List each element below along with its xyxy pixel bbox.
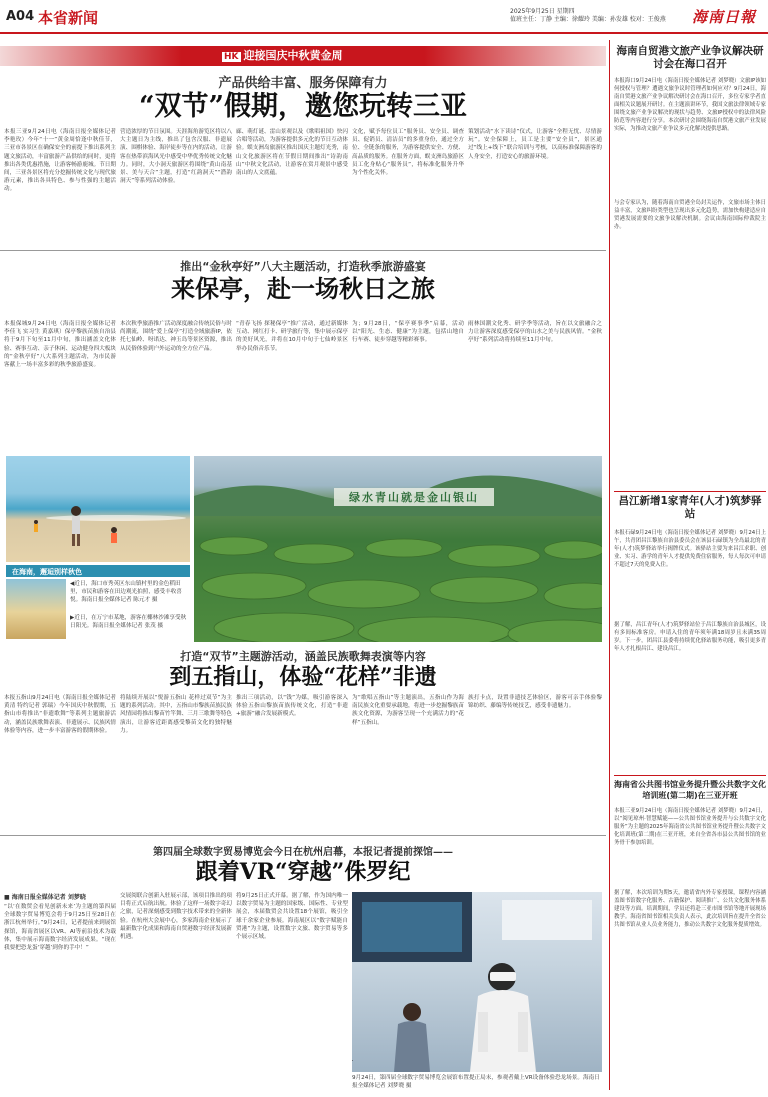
side1-body2: 与会专家认为，随着海南自贸港全岛封关运作，文旅市场主体日益丰富，文旅纠纷类型也呈现出多元化趋势，需加快构建适应自贸港发展需要的文旅争议解决机制。会议由海南国际仲裁院主办。 <box>614 200 766 230</box>
editors-line: 值班主任：丁静 主编：徐耀玲 美编：孙发雄 校对：王俊燕 <box>510 16 666 23</box>
photo-caption-1: ◀近日，海口市秀英区东山镇村里的金色稻田里，市民和游客在田边观光拍照，感受丰收喜悦。海南日报全媒体记者 陈元才 摄 <box>70 581 182 603</box>
side1-body: 本报海口9月24日电（海南日报全媒体记者 刘梦晓）文旅IP该如何授权与管理？遭遇文旅争议时管理者如何应对？9月24日，海南自贸港文旅产业争议解决研讨会在海口召开，多位专家学者直面相关议题展开研讨。在主题演讲环节，我国文旅法律领域专家围绕文旅产业争议解决的现状与趋势、文旅IP授权中的法律风险防范等内容进行分享。本次研讨会围绕海南自贸港文旅产业发展实际，为推动文旅产业争议多元化解决提供思路。 <box>614 78 766 132</box>
photo-caption-title: 在海南，邂逅别样秋色 <box>12 568 82 576</box>
banner-title <box>222 47 343 63</box>
story1-headline: “双节”假期，邀您玩转三亚 <box>138 91 468 122</box>
story3-headline: 到五指山，体验“花样”非遗 <box>169 664 437 690</box>
story3-col2: 将陆续开展以“悦游五指山 花样过双节”为主题的系列活动。其中，五指山市黎族苗族民族风情园将推出黎苗竹竿舞、三月三歌舞等特色演出，让游客近距离感受黎苗文化的独特魅力。 <box>120 695 232 734</box>
story3-col3: 推出三项活动，以“钱”为媒，吸引游客深入体验五指山黎族苗族传统文化，打造“非遗+旅游”融合发展新模式。 <box>236 695 348 718</box>
divider <box>0 835 606 836</box>
editor-meta <box>510 8 688 24</box>
banner-logo-icon: HK <box>224 52 239 62</box>
story1-byline <box>0 0 1 1</box>
story3-col5: 族打卡点，设置非遗技艺体验区，游客可亲手体验黎锦纺织、藤编等传统技艺，感受非遗魅力。 <box>468 695 602 710</box>
story2-col3: “青春飞扬 探秘保亭”推广活动，通过新媒体互动、网红打卡、研学旅行等，集中展示保亭的美好风光，并将在10月中旬于七仙岭景区举办民俗音乐节。 <box>236 321 348 352</box>
story2-col1: 本报保城9月24日电（海南日报全媒体记者 李佳飞 实习生 黄嘉琪）保亭黎族苗族自治县将于9月下旬至11月中旬，推出涵盖文化体验、赛事互动、亲子休闲、运动健身四大板块的“金秋亭好”八大系列主题活动，为市民游客献上一场丰富多彩的秋季旅游盛宴。 <box>4 321 116 369</box>
story2-kicker: 推出“金秋亭好”八大主题活动，打造秋季旅游盛宴 <box>180 260 426 273</box>
side-divider <box>614 491 766 492</box>
story4-col3: 将9月25日正式开幕。据了解，作为国内唯一以数字贸易为主题的国家级、国际性、专业型展会，本届数贸会共设置18个展馆，吸引全球千余家企业参展。海南展区以“数字赋能自贸港”为主题，设置数字文旅、数字贸易等多个展示区域。 <box>236 893 348 941</box>
side1-headline: 海南自贸港文旅产业争议解决研讨会在海口召开 <box>616 45 764 70</box>
story4-photo-caption: 9月24日，第四届全球数字贸易博览会展馆布置提正局末，参观者戴上VR设备体验恐龙场景。海南日报全媒体记者 刘梦晓 摄 <box>352 1075 600 1089</box>
story3-kicker: 打造“双节”主题游活动，涵盖民族歌舞表演等内容 <box>180 650 426 663</box>
story1-col5: 策划活动“水下读诗”仪式，让游客“全程无忧、尽情游玩”。安全保障上，员工是主要“安全员”，景区通过“线上+线下”联合培训与考核，以高标准保障游客的人身安全，打造安心的旅游环境。 <box>468 129 602 160</box>
story4-col4 <box>352 1060 353 1061</box>
story4-col1: “以‘在数贸会看见创新未来’为主题的第四届全球数字贸易博览会将于9月25日至28日在浙江杭州举行。”9月24日，记者提前来到展馆探馆，海南省展区以VR、AI等前沿技术为载体，集中展示海南数字经济发展成果。“现在我要把恐龙蛋‘穿越’到你的手中！” <box>4 904 116 952</box>
story2-headline: 来保亭，赴一场秋日之旅 <box>171 274 435 303</box>
page-header <box>0 0 768 34</box>
story4-byline: ■ 海南日报全媒体记者 刘梦晓 <box>4 894 86 901</box>
side3-body: 本报三亚9月24日电（海南日报全媒体记者 刘梦晓）9月24日，以“阅见琼州·智慧赋能——公共图书馆业务提升与公共数字文化服务”为主题的2025年海南省公共图书馆业务提升暨公共数字文化培训班(第二期)在三亚开班，来自全省各市县公共图书馆的业务骨干参加培训。 <box>614 808 766 846</box>
story2-col4: 为；9月28日，“保亭赛事季”启幕，活动以“阳光、生态、健康”为主题，包括山地自行车赛、徒步穿越等精彩赛事。 <box>352 321 464 344</box>
beach-photo <box>6 456 190 562</box>
column-divider <box>609 40 610 1090</box>
slogan-sign: 绿水青山就是金山银山 <box>349 491 479 504</box>
story4-headline: 跟着VR“穿越”侏罗纪 <box>195 859 411 885</box>
story1-col1: 本报三亚9月24日电（海南日报全媒体记者 李艳玫）今年“十一”黄金周恰逢中秋佳节，三亚市各景区在确保安全的前提下推出系列主题文旅活动，丰富旅游产品供给的同时，更将推出各类优惠措施，让游客畅游鹿城。节日期间，三亚各景区将充分挖掘传统文化与现代旅游元素，推出各具特色、参与性强的主题活动。 <box>4 129 116 193</box>
side2-body: 本报石碌9月24日电（海南日报全媒体记者 刘梦晓）9月24日上午，共青团昌江黎族自治县委员会在该县石碌镇为全岛最北的青年(人才)筑梦驿站举行揭牌仪式。该驿站主要为来昌江求职、创业、实习、游学的青年人才提供免费住宿服务，每人每次可申请不超过7天的免费入住。 <box>614 530 766 568</box>
rice-field-thumb <box>6 579 66 639</box>
banner-title-text: 迎接国庆中秋黄金周 <box>243 49 343 62</box>
newspaper-logo: 海南日報 <box>692 8 757 26</box>
story1-col4: 文化，赋予每位员工“服务员、安全员、调查员、促销员、清洁员”的多重身份，通过全方位、全链条的服务，为游客提供安全、方便、高品质的服务。在服务方面，蜈支洲岛旅游区员工化身贴心“服务员”，将标准化服务升华为个性化关怀。 <box>352 129 464 177</box>
story1-col2: 营造浓厚的节日氛围。天涯海角游览区将以八大主题日为主线，推出了包含汉服、非遗展演、围棋体验、海岸徒步等在内的活动，让游客在热带滨海风光中感受中华优秀传统文化魅力。同时，大小洞天旅游区将围绕“黄山南基景、美与天合”主题，打造“红韵洞天”“潜韵洞天”等系列活动体验。 <box>120 129 232 185</box>
photo-caption-2: ▶近日，在万宁市某地，游客在椰林沙滩享受秋日阳光。海南日报全媒体记者 张茂 摄 <box>70 615 187 629</box>
vr-expo-photo <box>352 892 602 1072</box>
tea-hills-graphic <box>194 456 602 642</box>
side-column <box>614 37 766 1093</box>
side3-body2: 据了解，本次培训为期5天，邀请省内外专家授课，课程内容涵盖图书馆数字化服务、古籍保护、阅读推广、公共文化服务体系建设等方面。培训期间，学员还将赴三亚市图书馆等地开展现场教学。海南省图书馆相关负责人表示，此次培训旨在提升全省公共图书馆从业人员业务能力，推动公共数字文化服务提质增效。 <box>614 890 766 928</box>
side2-headline: 昌江新增1家青年(人才)筑梦驿站 <box>618 495 762 520</box>
side2-body2: 据了解，昌江青年(人才)筑梦驿站位于昌江黎族自治县城区，设有多间标准客房。申请入住的青年须年满18周岁且未满35周岁。下一步，团昌江县委将持续优化驿站服务功能，吸引更多青年人才扎根昌江、建设昌江。 <box>614 622 766 652</box>
story1-col3: 廊、萌灯谜、雷山景观以及《歌唱祖国》快闪合唱等活动，为游客提供多元化的节日互动体验。蜈支洲岛旅游区推出国庆主题灯光秀，南山文化旅游区将在节假日期间推出“诗韵南山”中秋文化活动，让游客在赏月观景中感受南山的人文底蕴。 <box>236 129 348 177</box>
divider <box>0 250 606 251</box>
story2-col5: 雨林国潮文化秀、研学季等活动，旨在以文旅融合之力让游客深度感受保亭的山水之美与民族风情。“金秋亭好”系列活动将持续至11月中旬。 <box>468 321 602 344</box>
beach-scene-graphic <box>6 456 190 562</box>
story3-col4: 为“歌唱五指山”等主题演出，五指山作为海南民族文化重要承载地，将进一步挖掘黎族苗族文化资源，为游客呈现一个充满活力的“花样”五指山。 <box>352 695 464 726</box>
story4-kicker: 第四届全球数字贸易博览会今日在杭州启幕，本报记者提前探馆—— <box>153 847 453 858</box>
side-divider <box>614 775 766 776</box>
tea-plantation-photo <box>194 456 602 642</box>
section-title: 本省新闻 <box>38 9 99 27</box>
date-line: 2025年9月25日 星期四 <box>510 8 575 15</box>
story4-col2: 交展阅联合创新入驻展示部，该项目推出的项目将正式启航出航。体验了这样一场数字奇幻之旅，记者深刻感受到数字技术带来的全新体验。在杭州大会展中心，多家海南企业展示了最新数字化成果和海南自贸港数字经济发展新机遇。 <box>120 893 232 941</box>
side3-headline: 海南省公共图书馆业务提升暨公共数字文化培训班(第二期)在三亚开班 <box>614 780 766 800</box>
story3-col1: 本报五指山9月24日电（海南日报全媒体记者 黄清 特约记者 郭瑞）今年国庆中秋假期，五指山市将推出“非遗歌舞”等系列主题旅游活动，涵盖民族歌舞表演、非遗展示、民族风情体验等内容，进一步丰富游客的假期体验。 <box>4 695 116 734</box>
story2-col2: 本次秋季旅游推广活动深度融合传统民俗与时尚潮流，围绕“爱上保亭”打造全域旅游IP，依托七仙岭、呀诺达、神玉岛等景区资源，推出从民俗体验到户外运动的全方位产品。 <box>120 321 232 352</box>
page-number: A04 <box>6 9 35 24</box>
story1-kicker: 产品供给丰富、服务保障有力 <box>218 76 388 91</box>
vr-scene-graphic <box>352 892 602 1072</box>
